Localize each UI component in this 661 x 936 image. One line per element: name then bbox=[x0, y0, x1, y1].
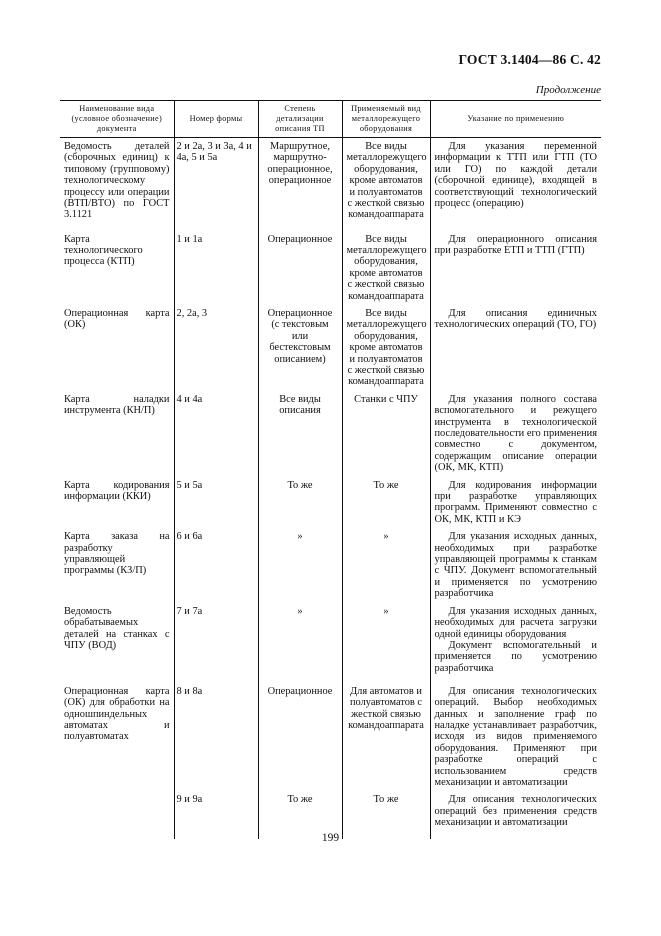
equipment-cell: То же bbox=[342, 477, 430, 529]
column-header: Указание по применению bbox=[430, 101, 601, 138]
detail-level-cell: Маршрутное, маршрутно-операционное, операционное bbox=[258, 138, 342, 231]
equipment-cell: Все виды металлорежущего оборудования, кроме автоматов с жесткой связью командоаппарата bbox=[342, 231, 430, 305]
table-row bbox=[60, 138, 601, 231]
table-row bbox=[60, 231, 601, 305]
form-number-cell: 5 и 5а bbox=[174, 477, 258, 529]
detail-level-cell: » bbox=[258, 528, 342, 602]
equipment-cell: Станки с ЧПУ bbox=[342, 391, 430, 477]
column-header: Наименование вида (условное обозначение) документа bbox=[60, 101, 174, 138]
table-row bbox=[60, 528, 601, 602]
form-number-cell: 1 и 1а bbox=[174, 231, 258, 305]
detail-level-cell: Все виды описания bbox=[258, 391, 342, 477]
doc-name-cell: Карта наладки инструмента (КН/П) bbox=[64, 393, 170, 417]
table-row bbox=[60, 683, 601, 792]
equipment-cell: » bbox=[342, 528, 430, 602]
form-number-cell: 7 и 7а bbox=[174, 603, 258, 683]
table-row bbox=[60, 305, 601, 391]
detail-level-cell: Операционное (с текстовым или бестекстовым описанием) bbox=[258, 305, 342, 391]
doc-name-cell: Карта заказа на разработку управляющей программы (КЗ/П) bbox=[64, 531, 170, 577]
doc-name-cell: Операционная карта (ОК) для обработки на одношпиндельных автоматах и полуавтоматах bbox=[64, 685, 170, 743]
usage-cell: Для указания исходных данных, необходимых при разработке управляющей программы к станкам с ЧПУ. Документ вспомогательный и применяется по усмотрению разработчика bbox=[430, 528, 601, 602]
form-number-cell: 4 и 4а bbox=[174, 391, 258, 477]
equipment-cell: Все виды металлорежущего оборудования, кроме автоматов и полуавтоматов с жесткой связью командоаппарата bbox=[342, 138, 430, 231]
equipment-cell: То же bbox=[342, 791, 430, 839]
page-number: 199 bbox=[321, 832, 340, 844]
form-number-cell: 2, 2а, 3 bbox=[174, 305, 258, 391]
usage-cell: Для описания технологических операций без применения средств механизации и автоматизации bbox=[430, 791, 601, 839]
document-table bbox=[60, 100, 601, 839]
usage-cell bbox=[430, 603, 601, 683]
usage-cell: Для указания переменной информации к ТТП или ГТП (ТО или ГО) по каждой детали (сборочной единице), входящей в соответствующий технологический процесс (операцию) bbox=[430, 138, 601, 231]
table-row bbox=[60, 391, 601, 477]
form-number-cell: 2 и 2а, 3 и 3а, 4 и 4а, 5 и 5а bbox=[174, 138, 258, 231]
table-row bbox=[60, 477, 601, 529]
usage-text-note: Документ вспомогательный и применяется по усмотрению разработчика bbox=[434, 639, 597, 674]
detail-level-cell: Операционное bbox=[258, 683, 342, 792]
detail-level-cell: » bbox=[258, 603, 342, 683]
equipment-cell: » bbox=[342, 603, 430, 683]
usage-cell: Для операционного описания при разработке ЕТП и ТТП (ГТП) bbox=[430, 231, 601, 305]
usage-cell: Для описания единичных технологических операций (ТО, ГО) bbox=[430, 305, 601, 391]
continuation-label: Продолжение bbox=[535, 84, 601, 96]
form-number-cell: 9 и 9а bbox=[174, 791, 258, 839]
usage-cell: Для кодирования информации при разработке управляющих программ. Применяют совместно с ОК, МК, КТП и КЭ bbox=[430, 477, 601, 529]
column-header: Номер формы bbox=[174, 101, 258, 138]
doc-name-cell: Ведомость деталей (сборочных единиц) к типовому (групповому) технологическому процессу или операции (ВТП/ВТО) по ГОСТ 3.1121 bbox=[64, 141, 170, 221]
usage-text: Для указания исходных данных, необходимых для расчета загрузки одной единицы оборудования bbox=[434, 605, 597, 640]
equipment-cell: Для автоматов и полуавтоматов с жесткой связью командоаппарата bbox=[342, 683, 430, 792]
detail-level-cell: Операционное bbox=[258, 231, 342, 305]
detail-level-cell: То же bbox=[258, 477, 342, 529]
doc-name-cell: Операционная карта (ОК) bbox=[64, 307, 170, 331]
column-header: Степень детализации описания ТП bbox=[258, 101, 342, 138]
doc-name-cell: Карта кодирования информации (ККИ) bbox=[64, 479, 170, 503]
column-header: Применяемый вид металлорежущего оборудования bbox=[342, 101, 430, 138]
table-header-row bbox=[60, 101, 601, 138]
equipment-cell: Все виды металлорежущего оборудования, кроме автоматов и полуавтоматов с жесткой связью командоаппарата bbox=[342, 305, 430, 391]
detail-level-cell: То же bbox=[258, 791, 342, 839]
doc-name-cell: Ведомость обрабатываемых деталей на станках с ЧПУ (ВОД) bbox=[64, 605, 170, 651]
usage-cell: Для описания технологических операций. Выбор необходимых данных и заполнение граф по наладке устанавливает разработчик, исходя из видов применяемого оборудования. Применяют при разработке операций с использованием средств механизации и автоматизации bbox=[430, 683, 601, 792]
page-header: ГОСТ 3.1404—86 С. 42 bbox=[458, 52, 601, 67]
table-row bbox=[60, 603, 601, 683]
usage-cell: Для указания полного состава вспомогательного и режущего инструмента в технологической последовательности его применения совместно с документом, содержащим описание операции (ОК, МК, КТП) bbox=[430, 391, 601, 477]
form-number-cell: 8 и 8а bbox=[174, 683, 258, 792]
form-number-cell: 6 и 6а bbox=[174, 528, 258, 602]
doc-name-cell: Карта технологического процесса (КТП) bbox=[64, 233, 143, 268]
